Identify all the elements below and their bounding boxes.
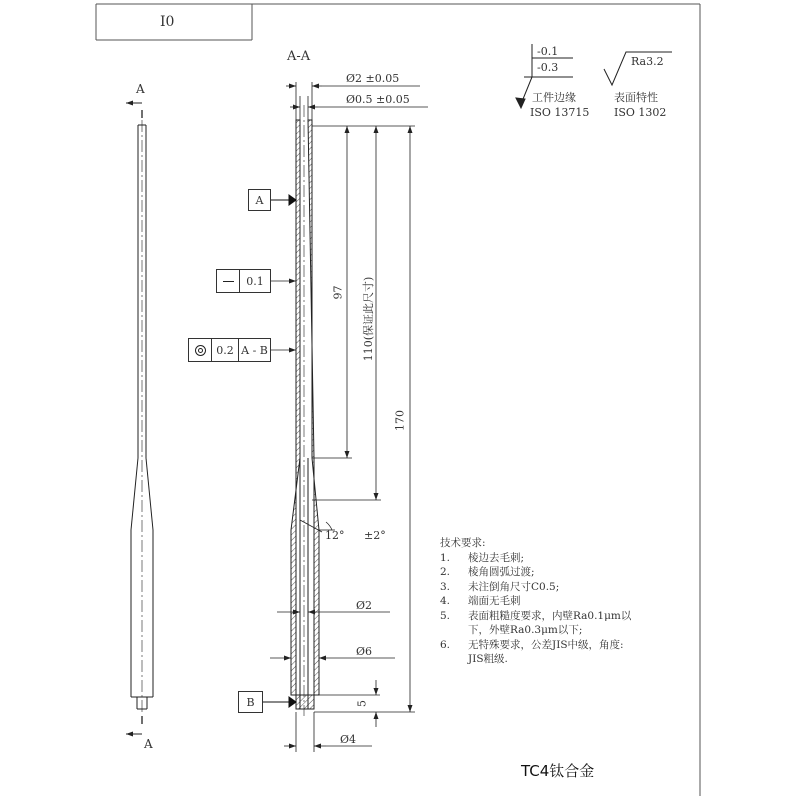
dim-length-97: 97 — [331, 285, 345, 300]
concentricity-datum: A - B — [241, 343, 268, 357]
material-label: TC4钛合金 — [521, 762, 595, 780]
dim-length-110: 110(保证此尺寸) — [362, 276, 375, 362]
tech-item: 1. 棱边去毛刺; — [440, 551, 525, 564]
dim-dia2-tol: Ø2 ±0.05 — [346, 72, 400, 85]
section-label: A-A — [287, 49, 311, 64]
edge-upper-dev: -0.1 — [537, 45, 559, 58]
edge-caption: 工件边缘 — [532, 91, 576, 104]
dim-dia4: Ø4 — [340, 733, 357, 746]
dim-length-5: 5 — [355, 700, 369, 707]
section-view — [291, 105, 319, 716]
cut-marker-top: A — [136, 82, 145, 96]
tech-item: 下，外壁Ra0.3μm以下; — [468, 624, 583, 636]
tech-requirements-heading: 技术要求: — [440, 537, 486, 549]
dim-length-170: 170 — [393, 410, 407, 431]
straightness-icon — [217, 270, 240, 292]
edge-lower-dev: -0.3 — [537, 61, 559, 74]
straightness-value: 0.1 — [246, 274, 264, 288]
dim-dia05-tol: Ø0.5 ±0.05 — [346, 93, 410, 106]
dim-angle: 12° — [325, 529, 345, 542]
tech-item: 5. 表面粗糙度要求，内壁Ra0.1μm以 — [440, 609, 632, 622]
surface-caption: 表面特性 — [614, 91, 658, 104]
concentricity-frame — [188, 338, 271, 362]
surface-value: Ra3.2 — [631, 55, 664, 68]
tech-item: JIS粗级. — [468, 653, 508, 665]
edge-standard: ISO 13715 — [530, 106, 590, 119]
tech-requirements — [440, 536, 631, 667]
tech-item: 4. 端面无毛刺 — [440, 595, 521, 607]
straightness-frame — [216, 269, 271, 293]
tech-item: 3. 未注倒角尺寸C0.5; — [440, 580, 560, 593]
datum-a-box: A — [248, 189, 271, 211]
datum-b-box: B — [238, 691, 263, 713]
title-block-label: I0 — [160, 14, 175, 30]
surface-standard: ISO 1302 — [614, 106, 667, 119]
dim-dia2: Ø2 — [356, 599, 373, 612]
concentricity-value: 0.2 — [212, 339, 239, 361]
tech-item: 2. 棱角圆弧过渡; — [440, 566, 535, 578]
tech-item: 6. 无特殊要求，公差JIS中级，角度: — [440, 638, 624, 651]
concentricity-icon — [189, 339, 212, 361]
outer-view — [126, 103, 153, 734]
dim-angle-tol: ±2° — [364, 529, 386, 542]
dim-dia6: Ø6 — [356, 645, 373, 658]
cut-marker-bottom: A — [144, 737, 153, 751]
